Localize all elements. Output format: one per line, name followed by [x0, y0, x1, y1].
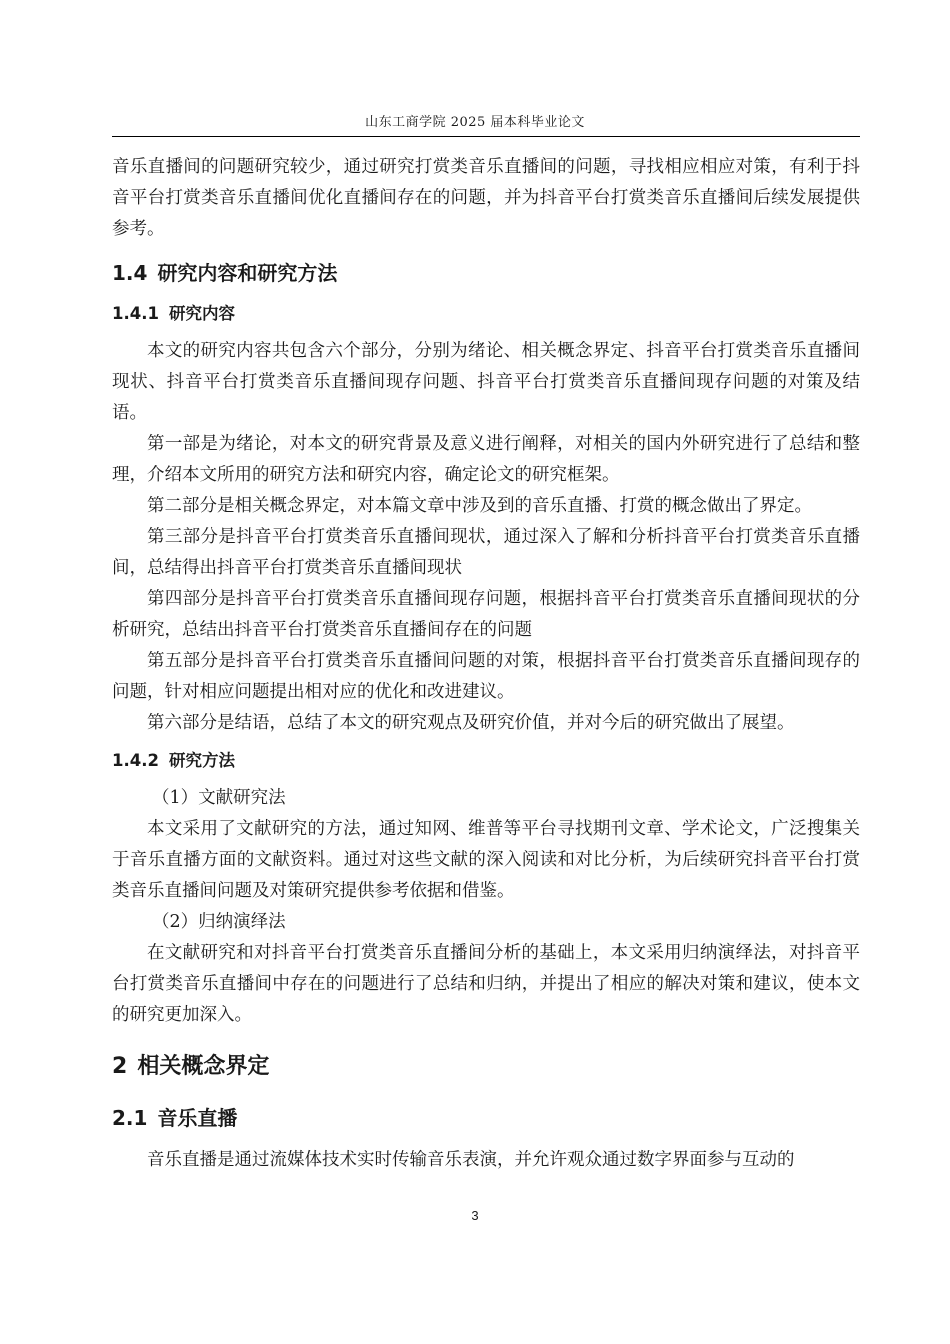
section-heading-2-1 [112, 1103, 860, 1133]
section-heading-1-4 [112, 258, 860, 288]
section-title: 音乐直播 [157, 1106, 238, 1130]
method-2-label: （2）归纳演绎法 [152, 912, 286, 932]
section-number: 2.1 [112, 1106, 148, 1130]
page-body [112, 152, 860, 1176]
chapter-heading-2 [112, 1051, 860, 1083]
subsection-number: 1.4.1 [112, 304, 159, 323]
section-title: 研究内容和研究方法 [157, 261, 338, 285]
method-2-text: 在文献研究和对抖音平台打赏类音乐直播间分析的基础上，本文采用归纳演绎法，对抖音平台打赏类音乐直播间中存在的问题进行了总结和归纳，并提出了相应的解决对策和建议，使本文的研究更加深入。 [112, 943, 860, 1025]
intro-paragraph: 音乐直播间的问题研究较少，通过研究打赏类音乐直播间的问题，寻找相应相应对策，有利于抖音平台打赏类音乐直播间优化直播间存在的问题，并为抖音平台打赏类音乐直播间后续发展提供参考。 [112, 157, 860, 239]
content-paragraph: 第三部分是抖音平台打赏类音乐直播间现状，通过深入了解和分析抖音平台打赏类音乐直播间，总结得出抖音平台打赏类音乐直播间现状 [112, 527, 860, 578]
method-1-label: （1）文献研究法 [152, 788, 286, 808]
content-paragraph: 第二部分是相关概念界定，对本篇文章中涉及到的音乐直播、打赏的概念做出了界定。 [147, 496, 812, 516]
subsection-title: 研究内容 [168, 304, 235, 323]
page-number: 3 [471, 1208, 479, 1223]
section-number: 1.4 [112, 261, 148, 285]
chapter-title: 相关概念界定 [137, 1054, 270, 1079]
header-rule [112, 136, 860, 137]
subsection-heading-1-4-1 [112, 300, 860, 328]
running-header: 山东工商学院 2025 届本科毕业论文 [365, 115, 585, 130]
content-paragraph: 本文的研究内容共包含六个部分，分别为绪论、相关概念界定、抖音平台打赏类音乐直播间现状、抖音平台打赏类音乐直播间现存问题、抖音平台打赏类音乐直播间现存问题的对策及结语。 [112, 341, 860, 423]
chapter-number: 2 [112, 1054, 128, 1079]
content-paragraph: 第五部分是抖音平台打赏类音乐直播间问题的对策，根据抖音平台打赏类音乐直播间现存的问题，针对相应问题提出相对应的优化和改进建议。 [112, 651, 860, 702]
subsection-heading-1-4-2 [112, 747, 860, 775]
subsection-number: 1.4.2 [112, 751, 159, 770]
subsection-title: 研究方法 [168, 751, 235, 770]
content-paragraph: 音乐直播是通过流媒体技术实时传输音乐表演，并允许观众通过数字界面参与互动的 [147, 1150, 795, 1170]
content-paragraph: 第一部是为绪论，对本文的研究背景及意义进行阐释，对相关的国内外研究进行了总结和整理，介绍本文所用的研究方法和研究内容，确定论文的研究框架。 [112, 434, 860, 485]
content-paragraph: 第六部分是结语，总结了本文的研究观点及研究价值，并对今后的研究做出了展望。 [147, 713, 795, 733]
content-paragraph: 第四部分是抖音平台打赏类音乐直播间现存问题，根据抖音平台打赏类音乐直播间现状的分析研究，总结出抖音平台打赏类音乐直播间存在的问题 [112, 589, 860, 640]
method-1-text: 本文采用了文献研究的方法，通过知网、维普等平台寻找期刊文章、学术论文，广泛搜集关于音乐直播方面的文献资料。通过对这些文献的深入阅读和对比分析，为后续研究抖音平台打赏类音乐直播间问题及对策研究提供参考依据和借鉴。 [112, 819, 860, 901]
